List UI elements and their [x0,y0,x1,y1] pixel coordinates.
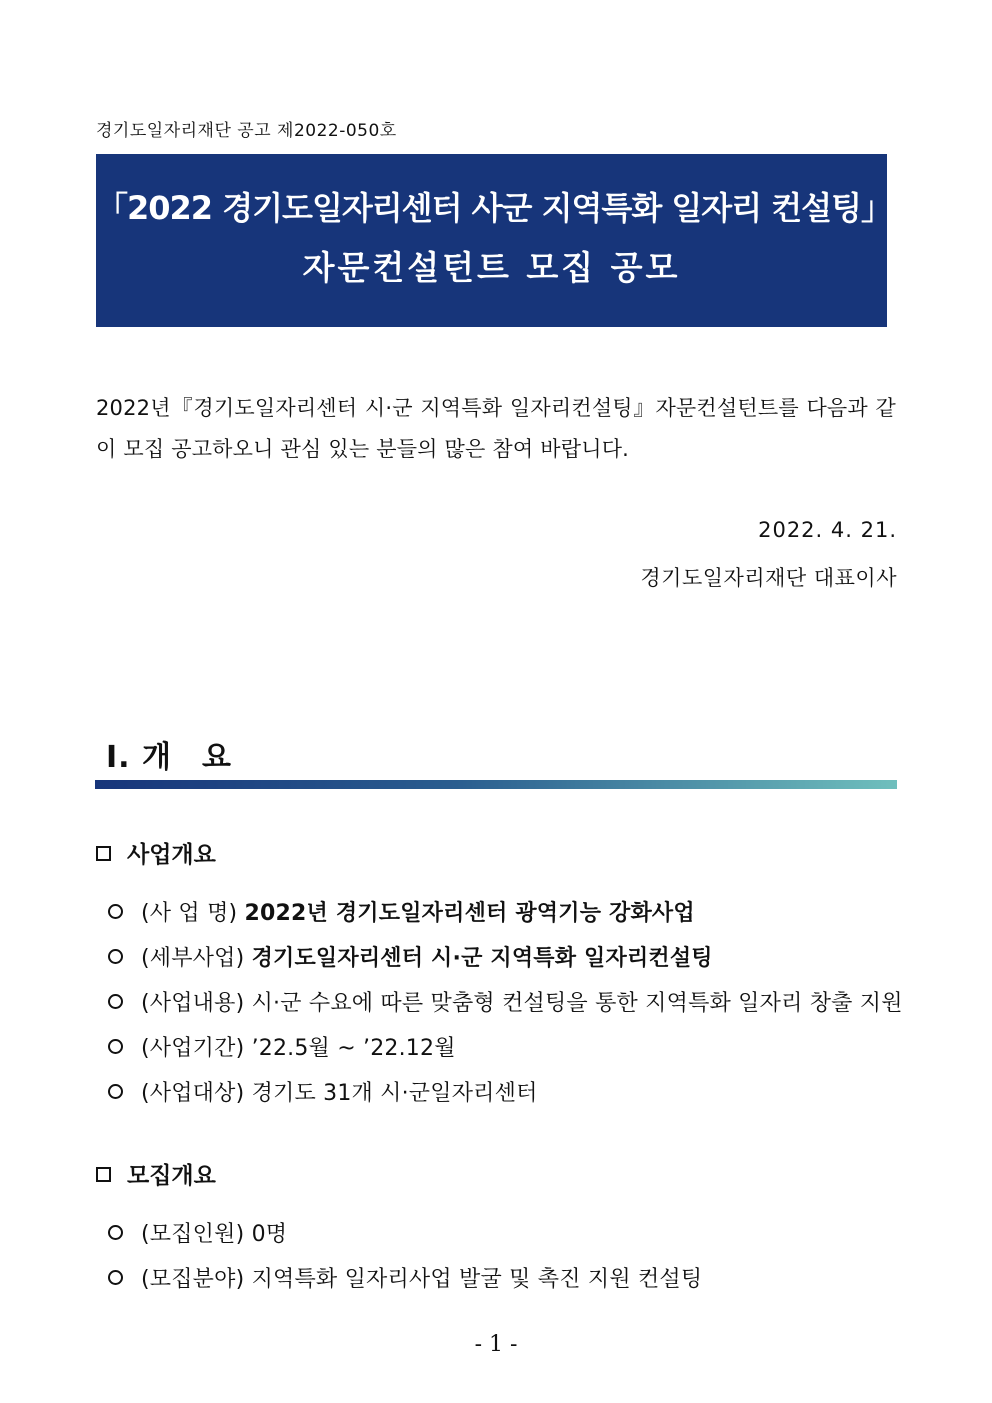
notice-number: 경기도일자리재단 공고 제2022-050호 [96,121,397,141]
business-overview-heading [96,836,216,869]
item-value: 0명 [251,1222,288,1247]
intro-paragraph: 2022년『경기도일자리센터 시·군 지역특화 일자리컨설팅』자문컨설턴트를 다음과 같이 모집 공고하오니 관심 있는 분들의 많은 참여 바랍니다. [96,396,896,461]
circle-bullet-icon [108,994,123,1009]
section-number: Ⅰ. 개 [106,740,172,775]
square-bullet-icon [96,846,111,861]
list-item [108,941,713,972]
item-label: (사업내용) [141,991,245,1016]
title-banner [96,154,893,327]
item-value: 시·군 수요에 따른 맞춤형 컨설팅을 통한 지역특화 일자리 창출 지원 [251,991,903,1016]
section-divider-bar [95,780,897,789]
recruit-overview-heading [96,1157,216,1190]
list-item [108,896,695,927]
recruit-overview-heading-text: 모집개요 [127,1163,216,1189]
section-heading [106,732,232,776]
list-item [108,1217,287,1248]
circle-bullet-icon [108,1225,123,1240]
circle-bullet-icon [108,1039,123,1054]
title-line-1: 「2022 경기도일자리센터 사군 지역특화 일자리 컨설팅」 [96,189,893,227]
circle-bullet-icon [108,1270,123,1285]
list-item [108,1262,702,1293]
page-number: - 1 - [474,1332,518,1357]
item-label: (세부사업) [141,946,245,971]
item-label: (모집분야) [141,1267,245,1292]
circle-bullet-icon [108,949,123,964]
announcement-date: 2022. 4. 21. [758,518,897,542]
business-overview-heading-text: 사업개요 [127,842,216,868]
circle-bullet-icon [108,1084,123,1099]
item-label: (사업기간) [141,1036,245,1061]
list-item [108,986,903,1017]
title-line-2: 자문컨설턴트 모집 공모 [302,248,681,287]
item-label: (모집인원) [141,1222,245,1247]
item-value: ’22.5월 ~ ’22.12월 [251,1036,456,1061]
item-value: 2022년 경기도일자리센터 광역기능 강화사업 [244,901,695,926]
issuer-name: 경기도일자리재단 대표이사 [640,566,897,590]
item-value: 경기도 31개 시·군일자리센터 [251,1081,538,1106]
square-bullet-icon [96,1167,111,1182]
list-item [108,1031,456,1062]
list-item [108,1076,538,1107]
item-value: 경기도일자리센터 시·군 지역특화 일자리컨설팅 [251,946,713,971]
circle-bullet-icon [108,904,123,919]
item-value: 지역특화 일자리사업 발굴 및 촉진 지원 컨설팅 [251,1267,703,1292]
item-label: (사 업 명) [141,901,238,926]
item-label: (사업대상) [141,1081,245,1106]
section-title-rest: 요 [201,740,232,775]
